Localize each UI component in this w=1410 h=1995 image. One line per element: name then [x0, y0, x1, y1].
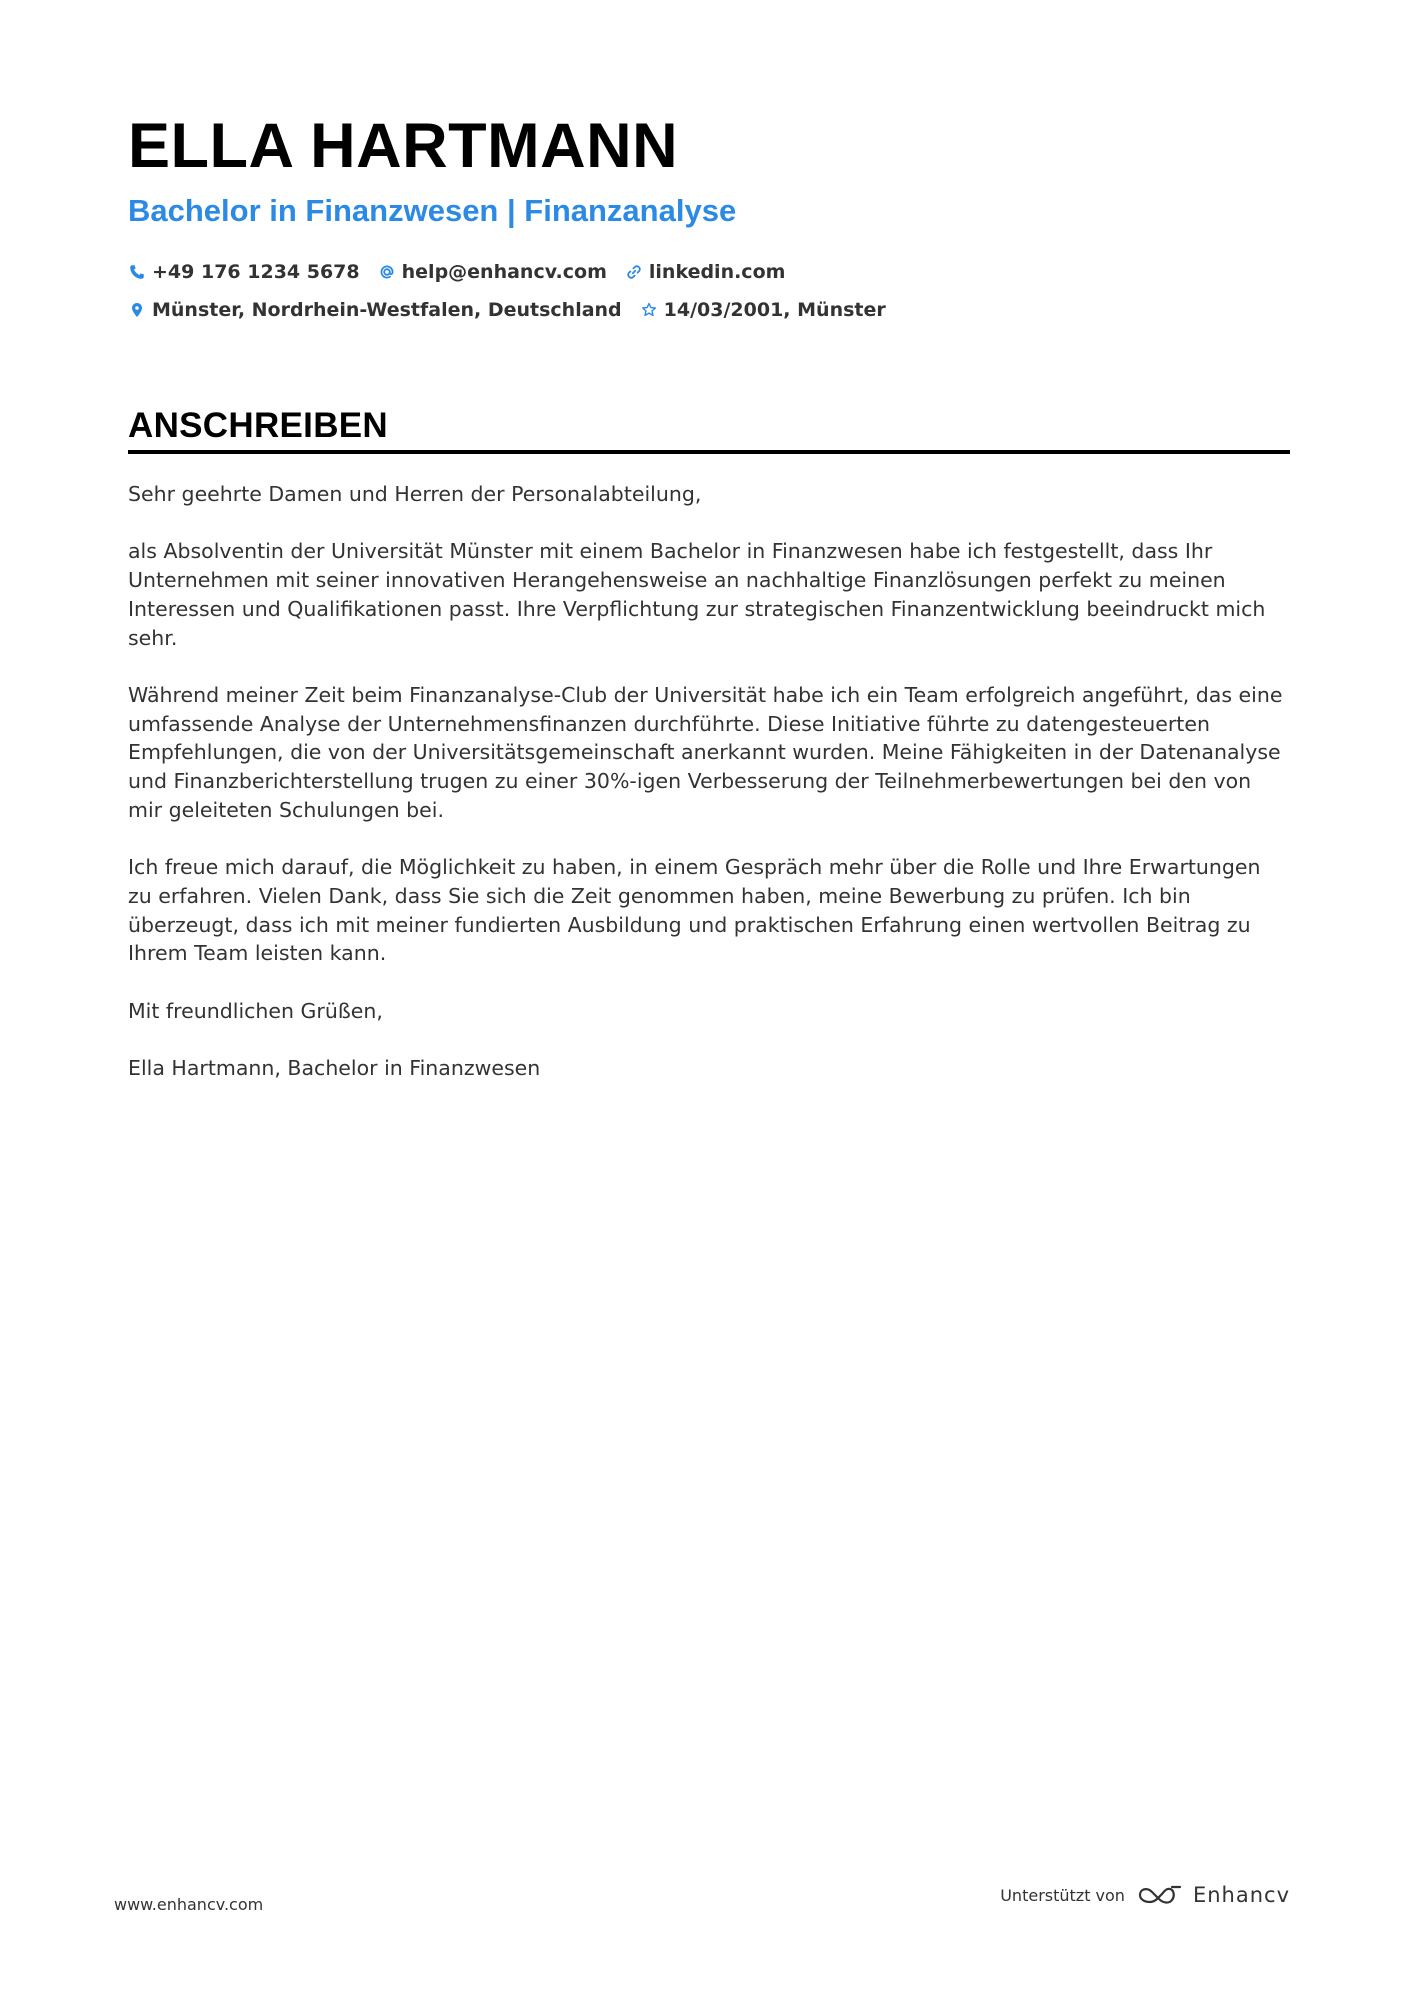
contact-info — [128, 253, 1288, 329]
enhancv-logo-icon — [1137, 1882, 1183, 1908]
footer-website[interactable]: www.enhancv.com — [114, 1895, 264, 1914]
cover-letter-section — [128, 402, 1290, 1111]
contact-email-text: help@enhancv.com — [401, 261, 607, 283]
phone-icon — [128, 263, 146, 281]
letter-paragraph-3: Ich freue mich darauf, die Möglichkeit zu haben, in einem Gespräch mehr über die Rolle und Ihre Erwartungen zu erfahren. Vielen Dank, dass Sie sich die Zeit genommen haben, meine Bewerbung zu prüfen. Ich bin überzeugt, dass ich mit meiner fundierten Ausbildung und praktischen Erfahrung einen wertvollen Beitrag zu Ihrem Team leisten kann. — [128, 855, 1261, 966]
contact-phone — [128, 253, 360, 291]
brand-name: Enhancv — [1192, 1883, 1290, 1907]
contact-location — [128, 291, 622, 329]
contact-phone-text: +49 176 1234 5678 — [152, 261, 360, 283]
contact-linkedin — [625, 253, 786, 291]
section-title: ANSCHREIBEN — [128, 406, 388, 445]
letter-signature: Ella Hartmann, Bachelor in Finanzwesen — [128, 1055, 541, 1080]
contact-email — [378, 253, 607, 291]
letter-paragraph-2: Während meiner Zeit beim Finanzanalyse-Club der Universität habe ich ein Team erfolgreich angeführt, das eine umfassende Analyse der Unternehmensfinanzen durchführte. Diese Initiative führte zu datengesteuerten Empfehlungen, die von der Universitätsgemeinschaft anerkannt wurden. Meine Fähigkeiten in der Datenanalyse und Finanzberichterstellung trugen zu einer 30%-igen Verbesserung der Teilnehmerbewertungen bei den von mir geleiteten Schulungen bei. — [128, 682, 1283, 822]
applicant-name: ELLA HARTMANN — [128, 111, 679, 181]
letter-body — [128, 480, 1290, 1083]
letter-closing: Mit freundlichen Grüßen, — [128, 998, 383, 1023]
location-pin-icon — [128, 301, 146, 319]
link-icon — [625, 263, 643, 281]
letter-paragraph-1: als Absolventin der Universität Münster mit einem Bachelor in Finanzwesen habe ich festgestellt, dass Ihr Unternehmen mit seiner innovativen Herangehensweise an nachhaltige Finanzlösungen perfekt zu meinen Interessen und Qualifikationen passt. Ihre Verpflichtung zur strategischen Finanzentwicklung beeindruckt mich sehr. — [128, 539, 1266, 650]
at-icon — [378, 263, 396, 281]
contact-linkedin-text: linkedin.com — [648, 261, 786, 283]
section-divider — [128, 450, 1290, 454]
applicant-title: Bachelor in Finanzwesen | Finanzanalyse — [128, 193, 737, 228]
header — [128, 108, 1288, 329]
contact-location-text: Münster, Nordrhein-Westfalen, Deutschland — [152, 299, 622, 321]
star-icon — [640, 301, 658, 319]
contact-birth — [640, 291, 886, 329]
powered-by-label: Unterstützt von — [1000, 1885, 1125, 1905]
contact-birth-text: 14/03/2001, Münster — [663, 299, 886, 321]
footer-branding — [1000, 1882, 1290, 1908]
letter-greeting: Sehr geehrte Damen und Herren der Personalabteilung, — [128, 482, 702, 506]
